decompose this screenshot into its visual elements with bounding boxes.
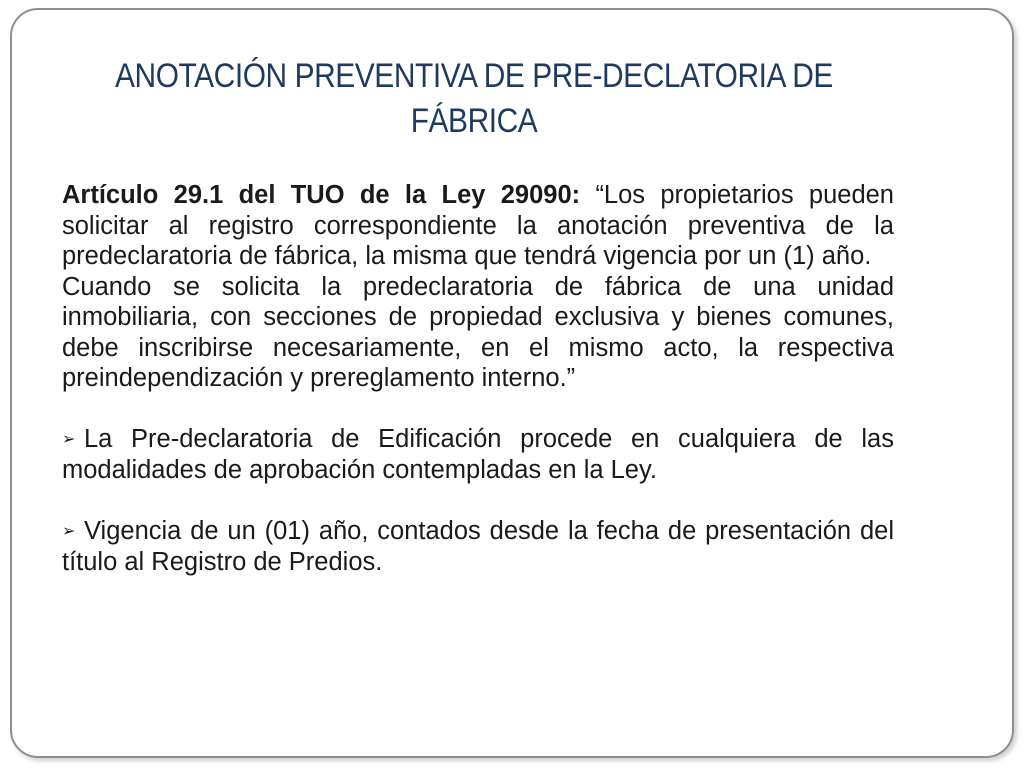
slide-title (67, 54, 880, 144)
title-line-2: FÁBRICA (410, 102, 538, 140)
article-paragraph (62, 180, 894, 394)
bullet-item-2 (62, 516, 894, 578)
bullet-text-1: La Pre-declaratoria de Edificación procede en cualquiera de las modalidades de aprobación contempladas en la Ley. (62, 424, 894, 484)
arrow-bullet-icon: ➢ (62, 430, 76, 448)
bullet-text-2: Vigencia de un (01) año, contados desde la fecha de presentación del título al Registro de Predios. (62, 516, 894, 576)
arrow-bullet-icon: ➢ (62, 522, 76, 540)
title-line-1: ANOTACIÓN PREVENTIVA DE PRE-DECLATORIA DE (115, 57, 833, 95)
slide-body (62, 180, 894, 578)
article-reference: Artículo 29.1 del TUO de la Ley 29090: (62, 181, 581, 209)
bullet-item-1 (62, 424, 894, 486)
article-quote: “Los propietarios pueden solicitar al registro correspondiente la anotación preventiva de la predeclaratoria de fábrica, la misma que tendrá vigencia por un (1) año. (62, 181, 894, 270)
second-paragraph: Cuando se solicita la predeclaratoria de fábrica de una unidad inmobiliaria, con secciones de propiedad exclusiva y bienes comunes, debe inscribirse necesariamente, en el mismo acto, la respectiva preindependización y prereglamento interno.” (62, 272, 894, 392)
